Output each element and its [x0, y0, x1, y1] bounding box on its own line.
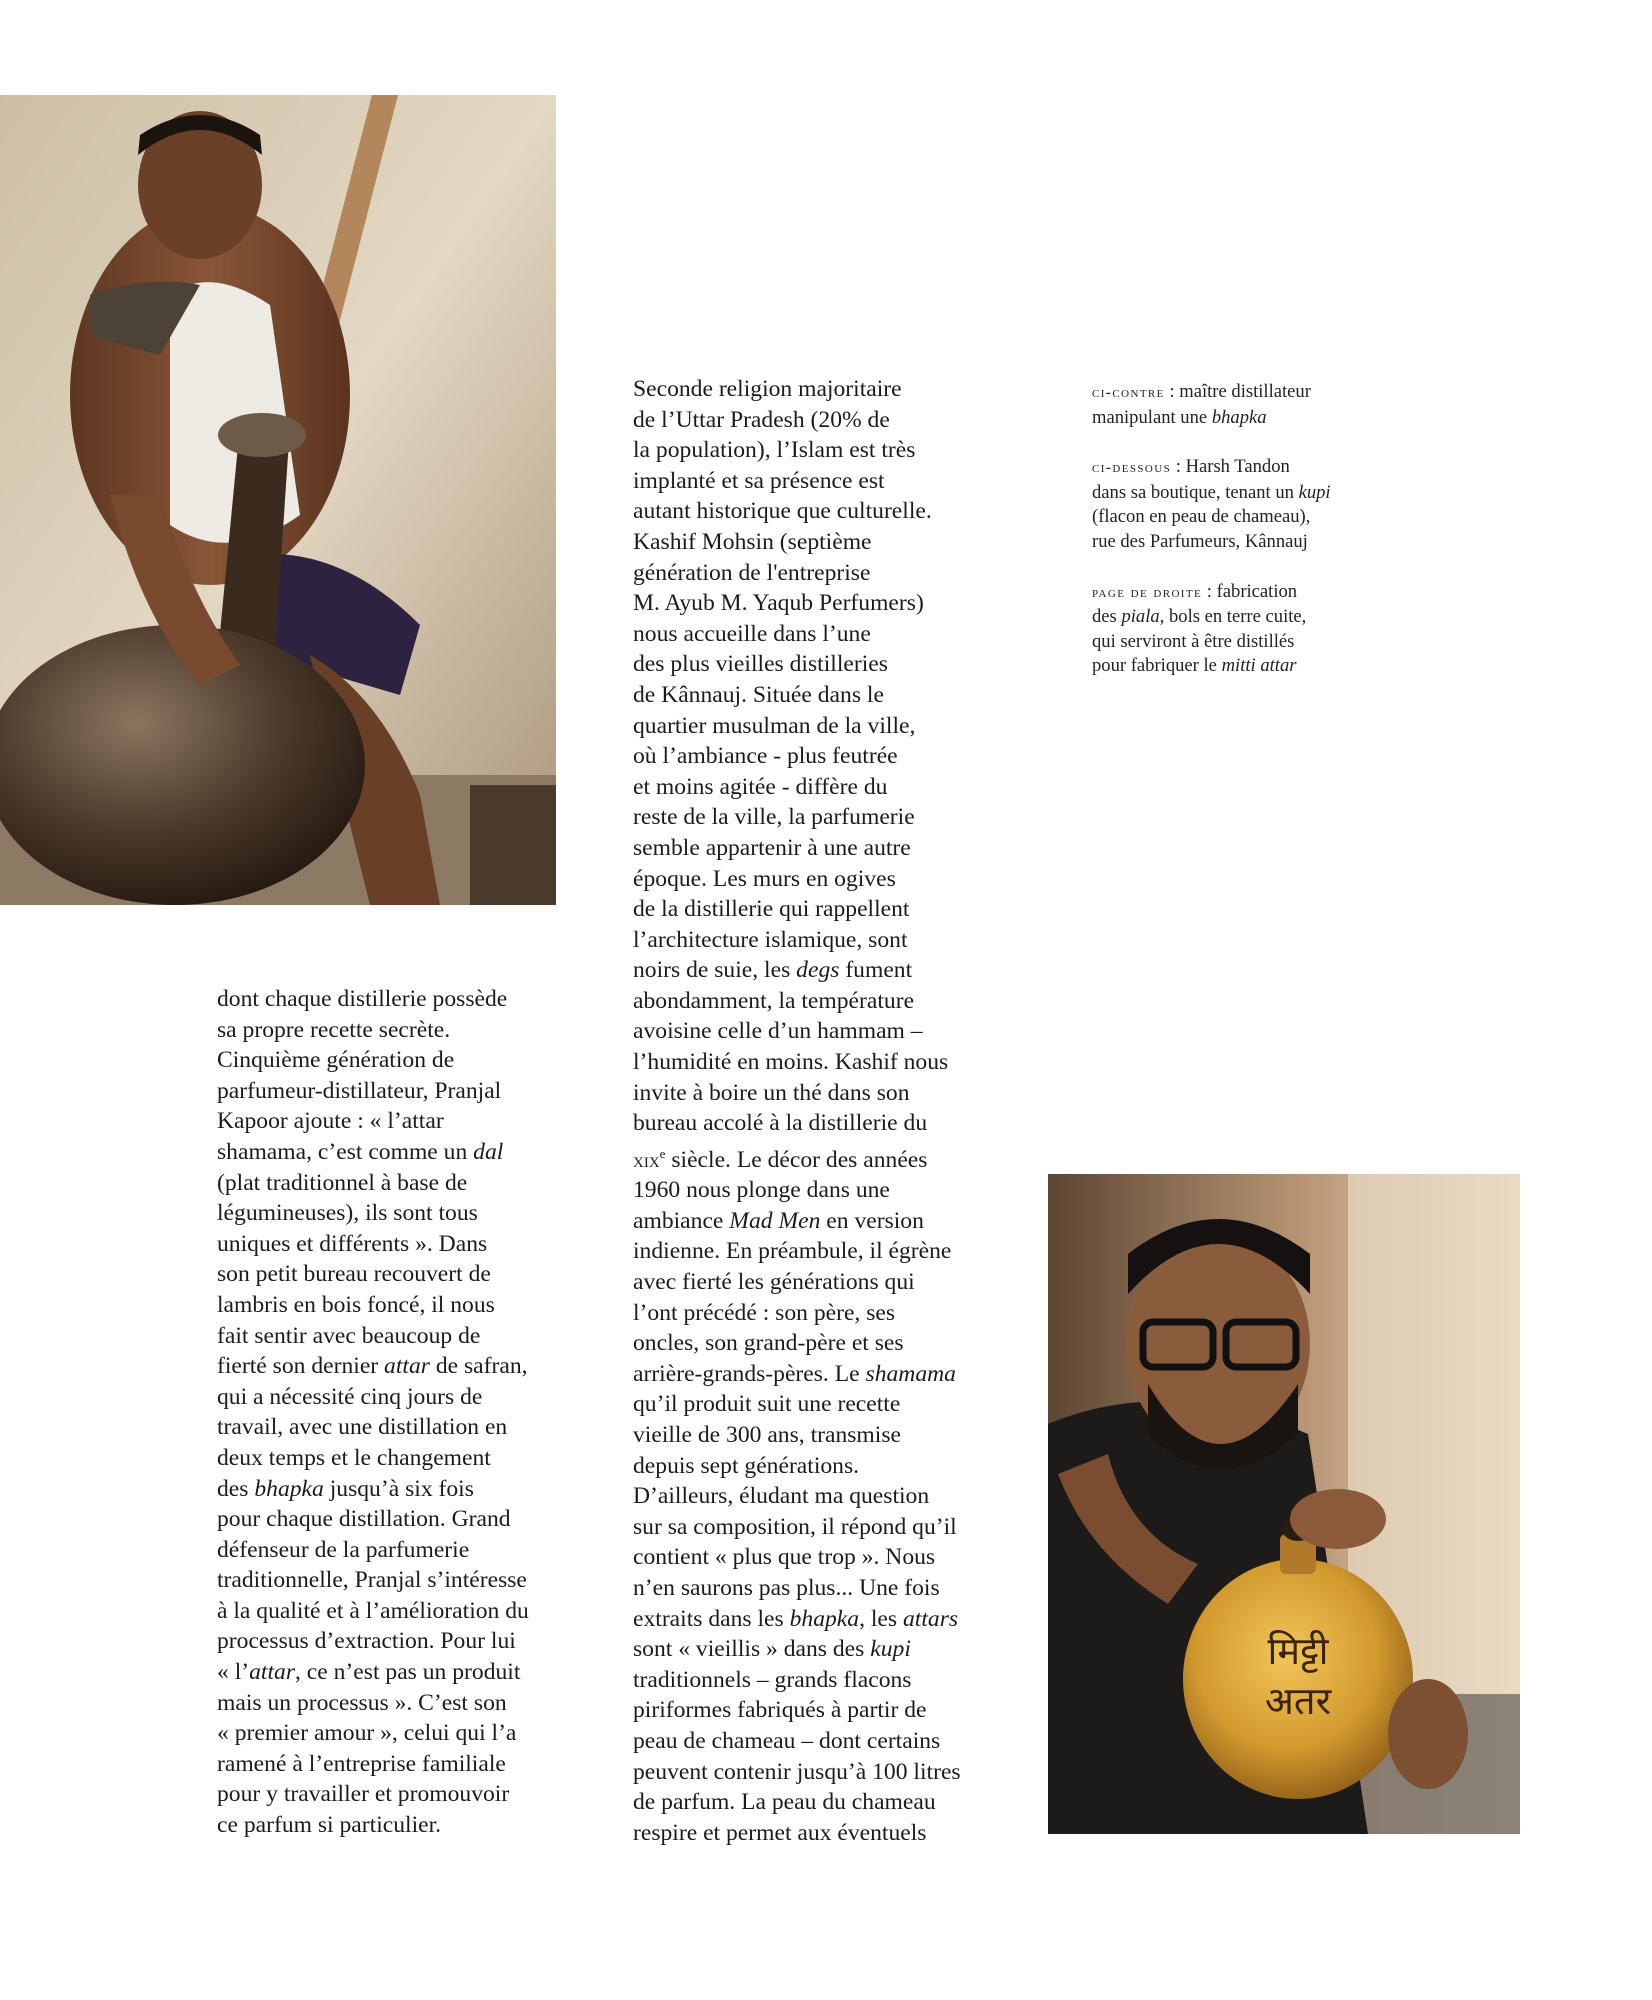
caption-text: : Harsh Tandon [1171, 456, 1290, 478]
text-line: à la qualité et à l’amélioration du [217, 1597, 529, 1624]
text-line: uniques et différents ». Dans [217, 1230, 488, 1257]
text-run: « l’ [217, 1659, 250, 1686]
text-run-italic: attar [249, 1659, 295, 1686]
text-run-italic: kupi [870, 1636, 911, 1663]
text-line [217, 1657, 597, 1688]
text-line: dont chaque distillerie possède [217, 986, 508, 1012]
caption-text: manipulant une [1092, 406, 1212, 428]
text-line: invite à boire un thé dans son [633, 1079, 910, 1106]
text-line: deux temps et le changement [217, 1444, 491, 1471]
text-line: des plus vieilles distilleries [633, 651, 888, 678]
text-line: M. Ayub M. Yaqub Perfumers) [633, 590, 924, 617]
text-line: de Kânnauj. Située dans le [633, 681, 884, 708]
text-line: quartier musulman de la ville, [633, 712, 916, 739]
caption-ci-contre [1092, 380, 1422, 430]
text-line: travail, avec une distillation en [217, 1414, 508, 1441]
text-run: jusqu’à six fois [323, 1475, 474, 1502]
text-line: la population), l’Islam est très [633, 437, 916, 464]
text-run: fument [839, 957, 913, 984]
text-line: abondamment, la température [633, 987, 915, 1014]
superscript: e [659, 1145, 666, 1161]
caption-italic: bhapka [1211, 406, 1267, 428]
text-run: de safran, [429, 1353, 528, 1380]
distiller-photo [0, 95, 556, 905]
text-line [633, 1359, 1033, 1390]
caption-text: des [1092, 606, 1122, 628]
caption-lead: page de droite [1092, 583, 1203, 601]
text-run: des [217, 1475, 255, 1502]
caption-line [1092, 481, 1422, 506]
text-line: pour y travailler et promouvoir [217, 1781, 510, 1808]
text-line: sur sa composition, il répond qu’il [633, 1513, 957, 1540]
left-text-column [217, 984, 597, 1841]
text-line: avec fierté les générations qui [633, 1269, 915, 1296]
caption-ci-dessous [1092, 455, 1422, 554]
text-line: semble appartenir à une autre [633, 834, 911, 861]
text-line: sa propre recette secrète. [217, 1016, 451, 1043]
caption-text: dans sa boutique, tenant un [1092, 481, 1299, 503]
text-run: sont « vieillis » dans des [633, 1636, 871, 1663]
text-line: de l’Uttar Pradesh (20% de [633, 406, 890, 433]
text-line: son petit bureau recouvert de [217, 1261, 491, 1288]
caption-line [1092, 455, 1422, 481]
caption-italic: mitti attar [1221, 655, 1297, 677]
text-line: ce parfum si particulier. [217, 1812, 442, 1839]
text-line: contient « plus que trop ». Nous [633, 1544, 936, 1571]
text-line: bureau accolé à la distillerie du [633, 1110, 928, 1137]
text-line: (plat traditionnel à base de [217, 1169, 468, 1196]
text-run-italic: attars [902, 1605, 959, 1632]
text-line: l’architecture islamique, sont [633, 926, 908, 953]
text-run-italic: bhapka [254, 1475, 324, 1502]
bottle-inscription-line-2: अतर [1264, 1679, 1332, 1723]
text-line: Seconde religion majoritaire [633, 376, 902, 402]
text-line: lambris en bois foncé, il nous [217, 1291, 495, 1318]
text-run: shamama, c’est comme un [217, 1138, 474, 1165]
text-run: ambiance [633, 1207, 730, 1234]
text-line: oncles, son grand-père et ses [633, 1330, 904, 1357]
text-line [217, 1474, 597, 1505]
text-line: de parfum. La peau du chameau [633, 1789, 936, 1816]
text-line: époque. Les murs en ogives [633, 865, 896, 892]
text-line: parfumeur-distillateur, Pranjal [217, 1077, 502, 1104]
perfumer-kupi-photo [1048, 1174, 1520, 1834]
text-line: et moins agitée - diffère du [633, 773, 888, 800]
caption-line [1092, 580, 1422, 606]
caption-text: : fabrication [1202, 580, 1298, 602]
text-line [633, 1634, 1033, 1665]
text-run-italic: shamama [865, 1360, 956, 1387]
text-line: peuvent contenir jusqu’à 100 litres [633, 1758, 961, 1785]
text-line [633, 1206, 1033, 1237]
text-line: génération de l'entreprise [633, 559, 871, 586]
caption-text: : maître distillateur [1164, 381, 1311, 402]
text-line: mais un processus ». C’est son [217, 1689, 507, 1716]
text-run: en version [820, 1207, 924, 1234]
text-line: « premier amour », celui qui l’a [217, 1720, 517, 1747]
text-line: qui a nécessité cinq jours de [217, 1383, 483, 1410]
text-line: fait sentir avec beaucoup de [217, 1322, 481, 1349]
text-run-italic: degs [796, 957, 840, 984]
caption-line [1092, 605, 1422, 630]
caption-lead: ci-dessous [1092, 459, 1172, 477]
text-line [633, 1139, 1033, 1175]
text-run: extraits dans les [633, 1605, 790, 1632]
caption-lead: ci-contre [1092, 384, 1165, 401]
text-line: depuis sept générations. [633, 1452, 860, 1479]
caption-page-de-droite [1092, 580, 1422, 679]
text-line: 1960 nous plonge dans une [633, 1177, 890, 1204]
text-line [633, 1604, 1033, 1635]
text-line [633, 955, 1033, 986]
century-numeral: xix [633, 1147, 660, 1172]
text-line: l’humidité en moins. Kashif nous [633, 1049, 949, 1076]
text-line: traditionnelle, Pranjal s’intéresse [217, 1567, 527, 1594]
text-line: reste de la ville, la parfumerie [633, 804, 915, 831]
text-line: D’ailleurs, éludant ma question [633, 1483, 930, 1510]
text-line: Kashif Mohsin (septième [633, 528, 872, 555]
caption-line [1092, 380, 1422, 406]
text-line: traditionnels – grands flacons [633, 1666, 912, 1693]
text-run: noirs de suie, les [633, 957, 797, 984]
bottle-inscription-line-1: मिट्टी [1267, 1629, 1329, 1673]
caption-line [1092, 406, 1422, 431]
caption-italic: piala [1121, 606, 1160, 628]
text-line: défenseur de la parfumerie [217, 1536, 470, 1563]
photo-captions [1092, 380, 1422, 704]
middle-text-column [633, 374, 1033, 1848]
text-line: autant historique que culturelle. [633, 498, 932, 525]
text-run-italic: bhapka [789, 1605, 860, 1632]
text-line: peau de chameau – dont certains [633, 1727, 941, 1754]
text-run: siècle. Le décor des années [665, 1146, 928, 1173]
text-line: indienne. En préambule, il égrène [633, 1238, 952, 1265]
text-line: où l’ambiance - plus feutrée [633, 743, 898, 770]
text-line: n’en saurons pas plus... Une fois [633, 1575, 940, 1602]
text-line: de la distillerie qui rappellent [633, 896, 910, 923]
text-line: l’ont précédé : son père, ses [633, 1299, 896, 1326]
text-line: ramené à l’entreprise familiale [217, 1750, 506, 1777]
text-line: Kapoor ajoute : « l’attar [217, 1108, 444, 1135]
text-line: pour chaque distillation. Grand [217, 1506, 511, 1533]
text-line: qu’il produit suit une recette [633, 1391, 901, 1418]
text-run-italic: Mad Men [729, 1207, 821, 1234]
text-line: implanté et sa présence est [633, 467, 885, 494]
text-line: nous accueille dans l’une [633, 620, 871, 647]
text-line: processus d’extraction. Pour lui [217, 1628, 516, 1655]
text-run: arrière-grands-pères. Le [633, 1360, 866, 1387]
caption-line: qui serviront à être distillés [1092, 630, 1295, 652]
text-line: légumineuses), ils sont tous [217, 1200, 478, 1227]
text-line: avoisine celle d’un hammam – [633, 1018, 923, 1045]
text-line: respire et permet aux éventuels [633, 1819, 927, 1846]
text-line: vieille de 300 ans, transmise [633, 1422, 901, 1449]
caption-line [1092, 654, 1422, 679]
text-line: piriformes fabriqués à partir de [633, 1697, 927, 1724]
text-run-italic: dal [473, 1138, 504, 1165]
text-run: , les [859, 1605, 903, 1632]
caption-line: (flacon en peau de chameau), [1092, 506, 1311, 528]
caption-line: rue des Parfumeurs, Kânnauj [1092, 530, 1308, 552]
caption-text: pour fabriquer le [1092, 655, 1222, 677]
text-run-italic: attar [384, 1353, 430, 1380]
text-line [217, 1137, 597, 1168]
text-line: Cinquième génération de [217, 1047, 455, 1074]
text-run: fierté son dernier [217, 1353, 385, 1380]
text-line [217, 1351, 597, 1382]
text-run: , ce n’est pas un produit [295, 1659, 521, 1686]
caption-text: , bols en terre cuite, [1159, 606, 1307, 628]
caption-italic: kupi [1298, 481, 1331, 503]
